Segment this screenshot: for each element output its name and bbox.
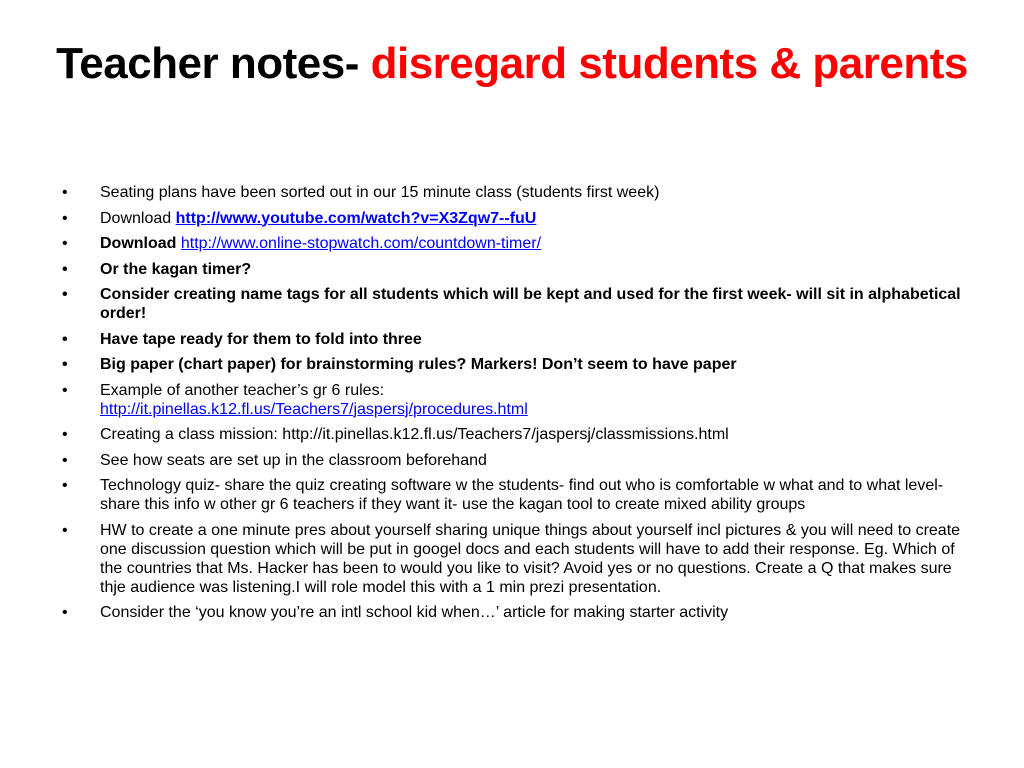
bullet-glyph: • — [62, 356, 68, 373]
title-red-text: disregard students & parents — [370, 39, 968, 88]
bullet-item-seats — [62, 451, 972, 470]
bullet-item-download-stopwatch — [62, 234, 972, 253]
bullet-text: Consider creating name tags for all students which will be kept and used for the first week- will sit in alphabetical order! — [100, 286, 961, 322]
bullet-item-starter-activity — [62, 603, 972, 622]
bullet-item-name-tags — [62, 285, 972, 323]
bullet-item-technology-quiz — [62, 476, 972, 514]
bullet-text: Have tape ready for them to fold into three — [100, 330, 422, 348]
bullet-glyph: • — [62, 604, 68, 621]
bullet-list — [62, 183, 972, 629]
bullet-prefix: Download — [100, 209, 176, 227]
bullet-glyph: • — [62, 521, 68, 539]
bullet-glyph: • — [62, 260, 68, 278]
bullet-text: See how seats are set up in the classroom beforehand — [100, 451, 487, 469]
bullet-item-kagan-timer — [62, 260, 972, 279]
bullet-item-download-youtube — [62, 209, 972, 228]
bullet-glyph: • — [62, 426, 68, 443]
procedures-link[interactable]: http://it.pinellas.k12.fl.us/Teachers7/jaspersj/procedures.html — [100, 400, 528, 418]
bullet-item-class-mission — [62, 425, 972, 444]
bullet-text: HW to create a one minute pres about yourself sharing unique things about yourself incl pictures & you will need to create one discussion question which will be put in googel docs and each students will have to add their response. Eg. Which of the countries that Ms. Hacker has been to would you like to visit? Avoid yes or no questions. Create a Q that makes sure thje audience was listening.I will role model this with a 1 min prezi presentation. — [100, 521, 961, 596]
title-black-text: Teacher notes- — [56, 39, 371, 88]
bullet-text: Big paper (chart paper) for brainstorming rules? Markers! Don’t seem to have paper — [100, 356, 737, 373]
bullet-item-seating-plans — [62, 183, 972, 202]
bullet-text: Seating plans have been sorted out in our 15 minute class (students first week) — [100, 184, 660, 201]
bullet-glyph: • — [62, 477, 68, 494]
bullet-text: Technology quiz- share the quiz creating software w the students- find out who is comfortable w what and to what level- share this info w other gr 6 teachers if they want it- use the kagan tool to create mixed ability groups — [100, 477, 944, 513]
bullet-glyph: • — [62, 209, 68, 227]
bullet-glyph: • — [62, 381, 68, 399]
bullet-glyph: • — [62, 235, 68, 252]
bullet-glyph: • — [62, 184, 68, 201]
bullet-item-homework — [62, 521, 972, 597]
bullet-prefix: Example of another teacher’s gr 6 rules: — [100, 381, 385, 399]
bullet-prefix: Download — [100, 235, 177, 252]
bullet-item-big-paper — [62, 355, 972, 374]
bullet-text: Creating a class mission: http://it.pinellas.k12.fl.us/Teachers7/jaspersj/classmissions.html — [100, 426, 729, 443]
bullet-glyph: • — [62, 451, 68, 469]
slide-title — [40, 36, 984, 92]
bullet-item-tape — [62, 330, 972, 349]
stopwatch-link[interactable]: http://www.online-stopwatch.com/countdown-timer/ — [180, 235, 542, 252]
bullet-text: Or the kagan timer? — [100, 260, 252, 278]
bullet-glyph: • — [62, 286, 68, 303]
youtube-link[interactable]: http://www.youtube.com/watch?v=X3Zqw7--fuU — [175, 209, 537, 227]
bullet-glyph: • — [62, 330, 68, 348]
bullet-text: Consider the ‘you know you’re an intl school kid when…’ article for making starter activity — [100, 604, 729, 621]
bullet-item-example-rules — [62, 381, 972, 419]
